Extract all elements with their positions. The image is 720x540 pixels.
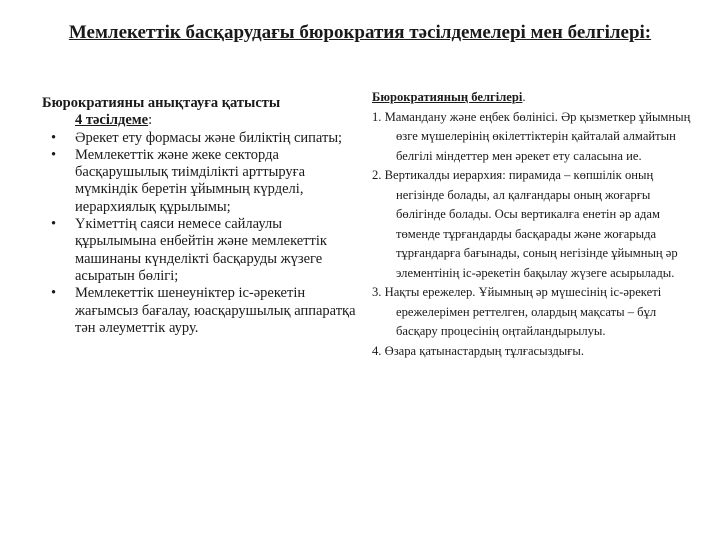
left-heading [42, 95, 360, 130]
list-item [42, 130, 360, 147]
left-bullet-list [42, 130, 360, 338]
list-item: 2. Вертикалды иерархия: пирамида – көпшілік оның негізінде болады, ал қалғандары оның жоғарғы бөлігінде болады. Осы вертикалға енетін әр адам төменде тұрғандарды басқарады және жоғарыда тұрғандарға бағынады, соның негізінде ұйымның әр элементінің іс-әрекетін бақылау жүзеге асырылады. [372, 168, 678, 280]
list-item: 1. Мамандану және еңбек бөлінісі. Әр қызметкер ұйымның өзге мүшелерінің өкілеттіктерін қайталай алмайтын белгілі міндеттер мен әрекет ету саласына ие. [372, 109, 691, 163]
list-item [42, 216, 360, 285]
list-item-text: Мемлекеттік шенеуніктер іс-әрекетін жағымсыз бағалау, юасқарушылық аппаратқа тән әлеуметтік ауру. [75, 285, 356, 336]
left-heading-line2 [42, 112, 360, 129]
bullet-icon: • [51, 285, 57, 302]
list-item: 3. Нақты ережелер. Ұйымның әр мүшесінің іс-әрекеті ережелерімен реттелген, олардың мақсаты – бұл басқару процесінің оңтайландырылуы. [372, 285, 662, 338]
list-item-text: Әрекет ету формасы және биліктің сипаты; [75, 129, 343, 146]
right-heading [372, 88, 692, 108]
right-heading-end: . [522, 90, 526, 104]
list-item-text: Үкіметтің саяси немесе сайлаулы құрылымына енбейтін және мемлекеттік машинаны күнделікті басқаруды жүзеге асыратын бөлігі; [75, 216, 327, 284]
list-item-text: Мемлекеттік және жеке секторда басқарушылық тиімділікті арттыруға мүмкіндік беретін ұйымның күрделі, иерархиялық құрылымы; [75, 146, 306, 215]
slide-title: Мемлекеттік басқарудағы бюрократия тәсілдемелері мен белгілері: [68, 22, 652, 43]
bullet-icon: • [51, 216, 57, 233]
left-heading-underlined: 4 тәсілдеме [75, 112, 149, 129]
list-item [42, 285, 360, 337]
right-numbered-list [372, 108, 692, 362]
left-heading-main: Бюрократияны анықтауға қатысты [42, 95, 281, 111]
bullet-icon: • [51, 129, 57, 146]
bullet-icon: • [51, 146, 57, 163]
left-heading-colon: : [148, 112, 153, 129]
right-heading-underlined: Бюрократияның белгілері [372, 90, 523, 104]
list-item: 4. Өзара қатынастардың тұлғасыздығы. [372, 343, 584, 358]
left-column [42, 95, 360, 337]
right-column [372, 88, 692, 361]
list-item [42, 147, 360, 216]
